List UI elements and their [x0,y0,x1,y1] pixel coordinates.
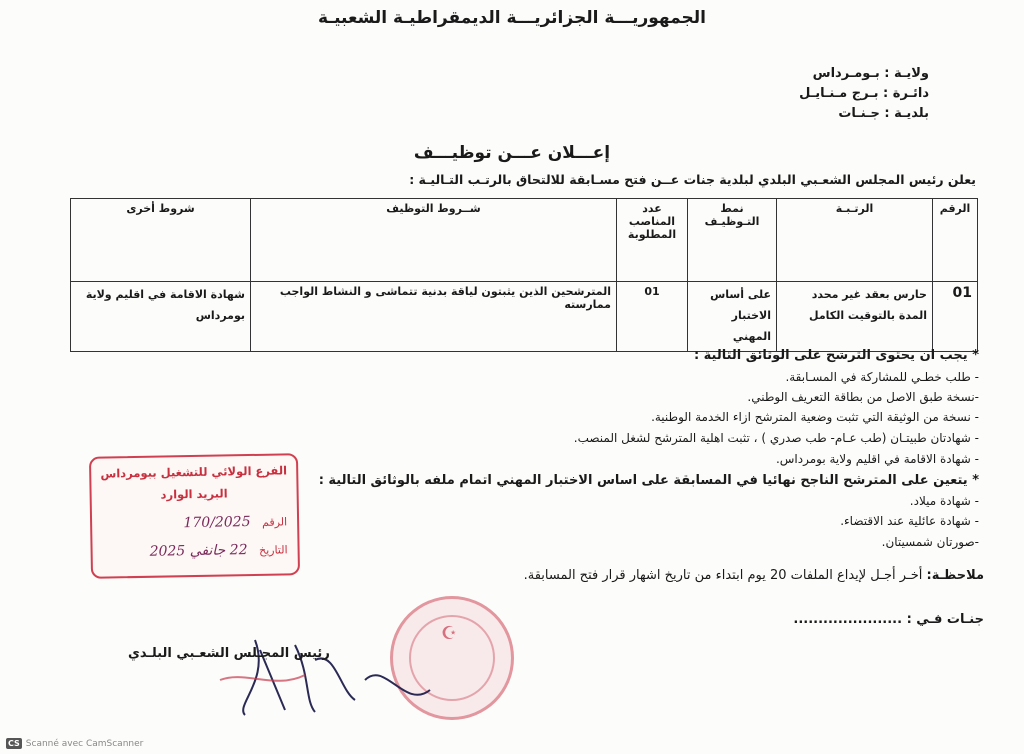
place-date-line: جنـات فـي : ...................... [793,612,984,627]
stamp-line2: البريد الوارد [160,486,228,502]
document-item: - نسخة من الوثيقة التي تثبت وضعية المترشح ازاء الخدمة الوطنية. [651,410,979,424]
note-label: ملاحظـة: [926,568,984,583]
stamp-date-label: التاريخ [258,543,288,557]
stamp-date-value: 22 جانفي 2025 [149,542,248,560]
reception-stamp [89,453,300,579]
stamp-ref-label: الرقم [261,515,288,529]
header-mode: نمط التـوظيـف [688,199,777,282]
table-row [71,282,978,352]
cell-num: 01 [933,282,978,352]
positions-table [70,198,978,352]
signature-scribble [215,620,445,720]
daira-line: دائـرة : بـرج مـنـايـل [799,86,929,101]
header-count: عدد المناصب المطلوبة [617,199,688,282]
final-document-item: - شهادة عائلية عند الاقتضاء. [840,514,979,528]
cell-count: 01 [617,282,688,352]
stamp-date [149,541,287,559]
announcement-intro: يعلن رئيس المجلس الشعـبي البلدي لبلدية جنات عــن فتح مسـابقة للالتحاق بالرتـب التـاليـة : [409,172,976,187]
header-other: شروط أخرى [71,199,251,282]
republic-header: الجمهوريـــة الجزائريـــة الديمقراطيـة الشعبيـة [318,8,706,28]
document-item: - شهادة الاقامة في اقليم ولاية بومرداس. [775,452,979,466]
stamp-ref-value: 170/2025 [183,514,251,532]
cell-other: شهادة الاقامة في اقليم ولاية بومرداس [71,282,251,352]
final-document-item: -صورتان شمسيتان. [881,535,979,549]
cell-conditions: المترشحين الذين يثبتون لياقة بدنية تتماشى و النشاط الواجب ممارسته [251,282,617,352]
stamp-line1: الفرع الولائي للتشغيل ببومرداس [100,463,288,481]
note-text: أخـر أجـل لإيداع الملفات 20 يوم ابتداء من تاريخ اشهار قرار فتح المسابقة. [523,568,923,583]
wilaya-line: ولايـة : بـومـرداس [812,66,929,81]
document-item: - شهادتان طبيتـان (طب عـام- طب صدري ) ، تثبت اهلية المترشح لشغل المنصب. [573,431,979,445]
commune-line: بلديـة : جـنـات [838,106,929,121]
header-rank: الرتـبـة [777,199,933,282]
final-documents-heading: * يتعين على المترشح الناجح نهائيا في المسابقة على اساس الاختبار المهني اتمام ملفه بالوثائق التالية : [318,473,979,488]
documents-heading: * يجب ان يحتوى الترشح على الوثائق التالية : [693,348,979,363]
header-num: الرقم [933,199,978,282]
final-document-item: - شهادة ميلاد. [909,494,979,508]
header-conditions: شــروط التوظيف [251,199,617,282]
stamp-ref [183,513,287,531]
crescent-star-icon: ☪ [441,623,458,644]
table-header-row [71,199,978,282]
note-line [524,568,984,583]
document-item: - طلب خطـي للمشاركة في المسـابقة. [785,370,979,384]
camscanner-icon: CS [8,739,20,748]
announcement-title: إعـــلان عـــن توظيـــف [413,143,611,163]
cell-mode: على أساس الاختبار المهني [688,282,777,352]
scanner-text: Scanné avec CamScanner [25,738,144,749]
scanner-watermark [6,738,143,749]
document-item: -نسخة طبق الاصل من بطاقة التعريف الوطني. [747,390,979,404]
cell-rank: حارس بعقد غير محدد المدة بالتوقيت الكامل [777,282,933,352]
signer-title: رئيس المجـلس الشعـبي البلـدي [128,646,330,661]
